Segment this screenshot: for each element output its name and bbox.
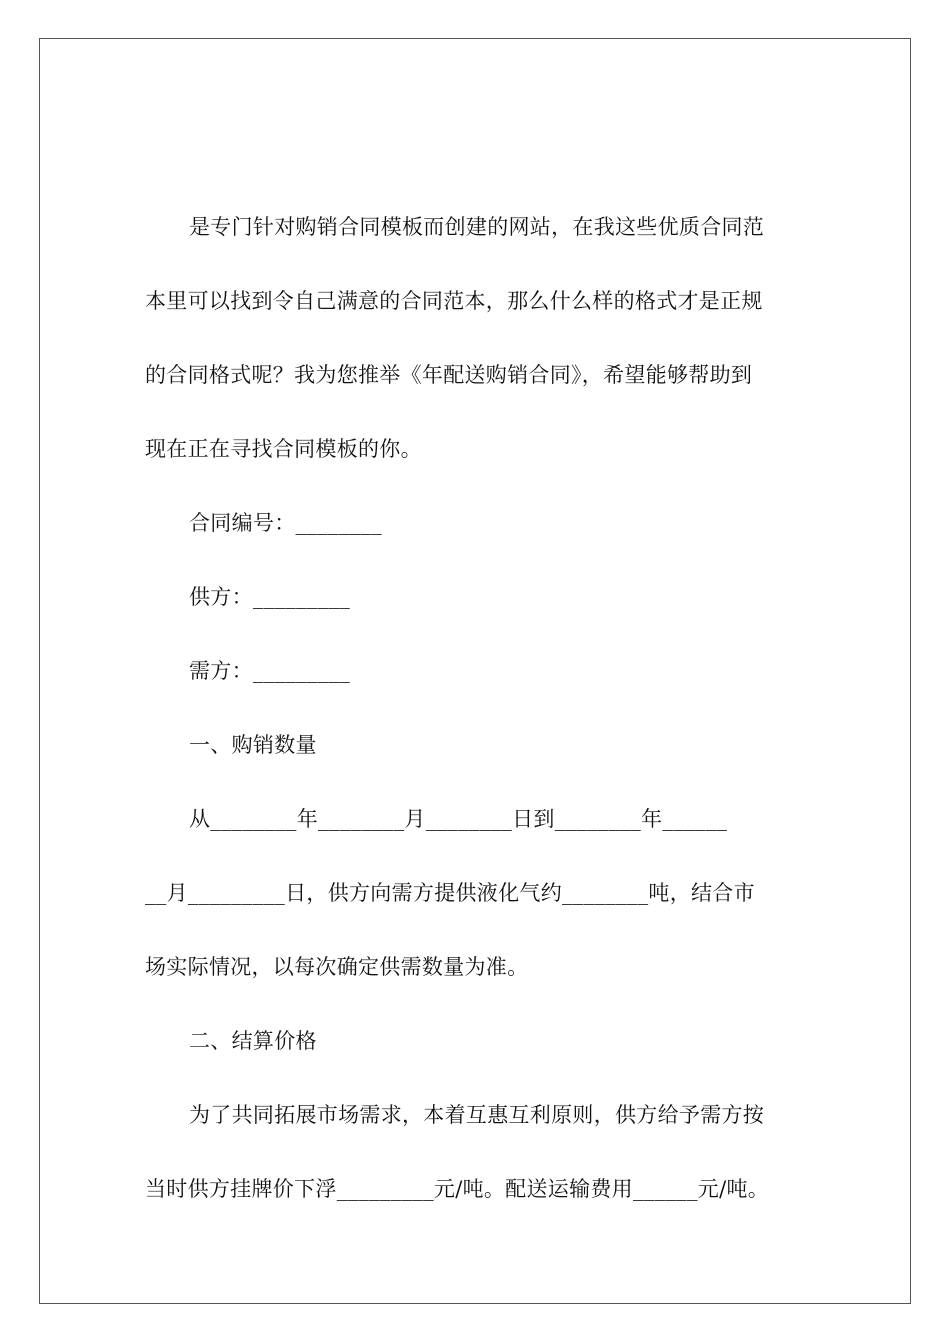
intro-line-2: 本里可以找到令自己满意的合同范本，那么什么样的格式才是正规 — [145, 289, 763, 313]
price-clause-line-1: 为了共同拓展市场需求，本着互惠互利原则，供方给予需方按 — [189, 1103, 765, 1127]
intro-line-4: 现在正在寻找合同模板的你。 — [145, 437, 422, 461]
intro-line-3: 的合同格式呢？我为您推举《年配送购销合同》，希望能够帮助到 — [145, 363, 753, 387]
section-heading-quantity: 一、购销数量 — [189, 733, 317, 757]
document-body — [145, 200, 800, 1236]
intro-line-1: 是专门针对购销合同模板而创建的网站，在我这些优质合同范 — [189, 215, 765, 239]
contract-number-field: 合同编号：________ — [189, 511, 382, 535]
quantity-clause-line-1: 从________年________月________日到________年______ — [189, 807, 728, 831]
section-heading-price: 二、结算价格 — [189, 1029, 317, 1053]
supplier-field: 供方：_________ — [189, 585, 351, 609]
price-clause-line-2: 当时供方挂牌价下浮_________元/吨。配送运输费用______元/吨。 — [145, 1177, 770, 1201]
buyer-field: 需方：_________ — [189, 659, 351, 683]
quantity-clause-line-2: __月_________日，供方向需方提供液化气约________吨，结合市 — [145, 881, 755, 905]
quantity-clause-line-3: 场实际情况，以每次确定供需数量为准。 — [145, 955, 529, 979]
